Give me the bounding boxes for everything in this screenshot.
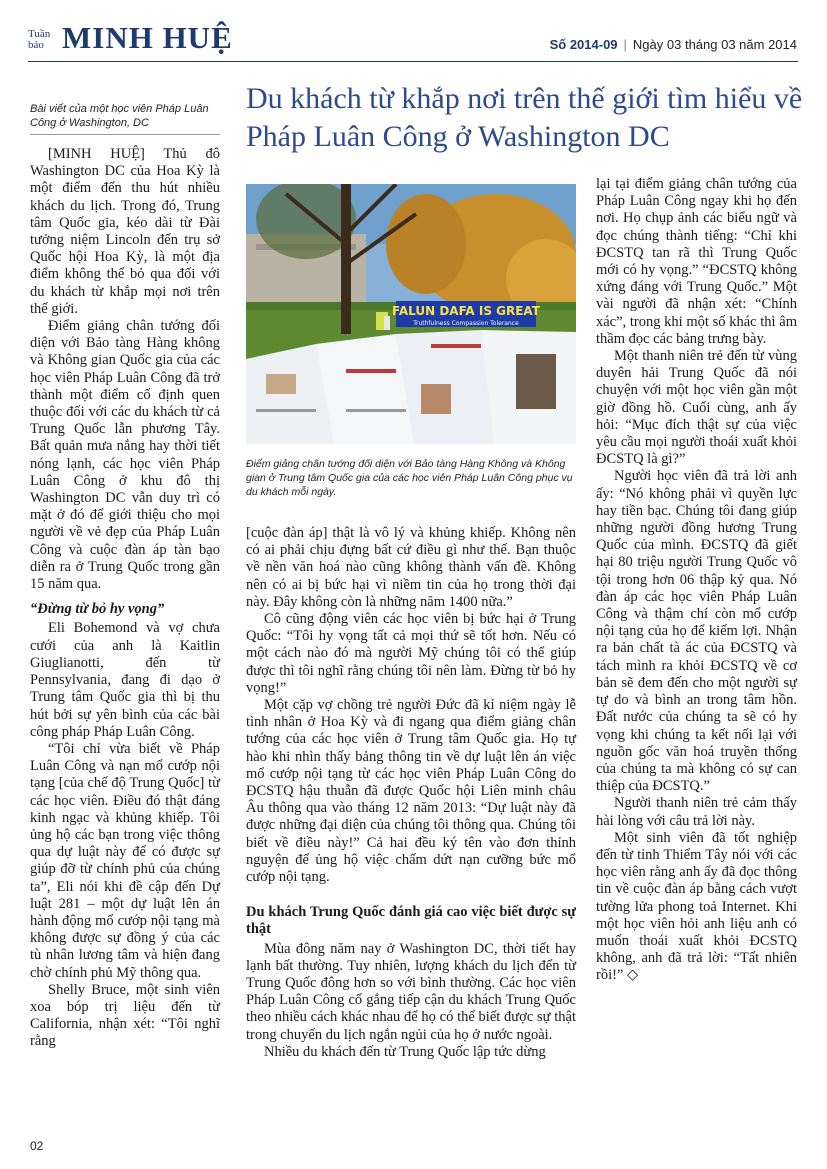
paragraph: Người học viên đã trả lời anh ấy: “Nó không phải vì quyền lực hay tiền bạc. Chúng tôi đang giúp những người đồng hương Trung Quốc của mình. ĐCSTQ đã giết hại 80 triệu người Trung Quốc vô tội trong hơn 06 thập kỷ qua. Nó đàn áp các học viên Pháp Luân Công và thậm chí còn mổ cướp nội tạng của họ để kiếm lợi. Nhận ra bản chất tà ác của ĐCSTQ và tách mình ra khỏi ĐCSTQ về cơ bản sẽ đem đến cho một người sự tự do và bình an trong tâm hồn. Đất nước của chúng ta sẽ có hy vọng khi chúng ta kết nối lại với nguồn gốc văn hoá truyền thống của chúng ta mà không có sự can thiệp của ĐCSTQ.” (596, 468, 797, 795)
article-photo (246, 184, 576, 444)
banner-text: FALUN DAFA IS GREAT (392, 304, 540, 318)
column-1 (30, 146, 220, 1051)
issue-info (550, 37, 797, 52)
paragraph: Cô cũng động viên các học viên bị bức hại ở Trung Quốc: “Tôi hy vọng tất cả mọi thứ sẽ tốt hơn. Nếu có một cách nào đó mà người Mỹ chúng tôi có thể giúp được thì tôi nghĩ rằng chúng tôi nên làm. Đừng từ bỏ hy vọng!” (246, 611, 576, 696)
paragraph: Eli Bohemond và vợ chưa cưới của anh là Kaitlin Giuglianotti, đến từ Pennsylvania, đang đi dạo ở Trung tâm Quốc gia thì bị thu hút bởi sự yên bình của các bài công pháp Pháp Luân Công. (30, 620, 220, 740)
photo-illustration (246, 184, 576, 444)
paragraph: Nhiều du khách đến từ Trung Quốc lập tức dừng (264, 1043, 546, 1060)
issue-separator: | (623, 37, 627, 52)
issue-number: Số 2014-09 (549, 37, 618, 52)
page-number: 02 (30, 1139, 44, 1153)
masthead-rule (28, 61, 798, 62)
paragraph: Người thanh niên trẻ cảm thấy hài lòng với câu trả lời này. (596, 795, 797, 829)
section-heading: Du khách Trung Quốc đánh giá cao việc biết được sự thật (246, 904, 576, 938)
masthead-bao: báo (28, 39, 44, 51)
byline: Bài viết của một học viên Pháp Luân Công ở Washington, DC (30, 103, 209, 129)
paragraph: Một thanh niên trẻ đến từ vùng duyên hải Trung Quốc đã nói chuyện với một học viên gần một giờ đồng hồ. Cuối cùng, anh ấy hỏi: “Mục đích thật sự của việc yêu cầu mọi người thoái xuất khỏi ĐCSTQ là gì?” (596, 348, 797, 468)
paragraph: Một cặp vợ chồng trẻ người Đức đã kỉ niệm ngày lễ tình nhân ở Hoa Kỳ và đi ngang qua điểm giảng chân tướng của các học viên ở Trung tâm Quốc gia. Họ tự hào khi nhìn thấy bảng thông tin về dự luật lên án việc mổ cướp nội tạng từ các học viên Pháp Luân Công do ĐCSTQ hậu thuẫn đã được Quốc hội Liên minh châu Âu thông qua vào tháng 12 năm 2013: “Dự luật này đã được những đại diện của chúng tôi thông qua. Chúng tôi biết về điều này!” Cả hai đều ký tên vào đơn thỉnh nguyện để ủng hộ việc chấm dứt nạn cưỡng bức mổ cướp nội tạng. (246, 697, 576, 886)
paragraph: Shelly Bruce, một sinh viên xoa bóp trị liệu đến từ California, nhận xét: “Tôi nghĩ rằng (30, 981, 220, 1050)
masthead-title: MINH HUỆ (62, 20, 233, 55)
issue-date: Ngày 03 tháng 03 năm 2014 (632, 37, 797, 52)
paragraph: [MINH HUỆ] Thủ đô Washington DC của Hoa Kỳ là một điểm đến thu hút nhiều khách du lịch. Trong đó, Trung tâm Quốc gia, kéo dài từ Đài tưởng niệm Lincoln đến trụ sở Quốc hội Hoa Kỳ, là một địa điểm không thể bỏ qua đối với du khách từ khắp mọi nơi trên thế giới. (30, 146, 220, 317)
paragraph: Mùa đông năm nay ở Washington DC, thời tiết hay lạnh bất thường. Tuy nhiên, lượng khách du lịch đến từ Trung Quốc đông hơn so với bình thường. Các học viên Pháp Luân Công cố gắng tiếp cận du khách Trung Quốc theo nhiều cách khác nhau để họ có thể biết được sự thật trong chuyến du lịch ngắn ngủi của họ ở nước ngoài. (246, 940, 576, 1043)
article-title: Du khách từ khắp nơi trên thế giới tìm hiểu về Pháp Luân Công ở Washington DC (246, 82, 803, 153)
paragraph: Một sinh viên đã tốt nghiệp đến từ tỉnh Thiểm Tây nói với các học viên rằng anh ấy đã đọc thông tin về cuộc đàn áp bằng cách vượt tường lửa phong toả Internet. Khi một học viên hỏi anh liệu anh có muốn thoái xuất khỏi ĐCSTQ không, anh đã trả lời: “Tất nhiên rồi!” ◇ (596, 829, 797, 984)
column-3 (596, 176, 797, 985)
column-2 (246, 525, 576, 1061)
masthead-weekly-label (28, 29, 58, 51)
photo-caption: Điểm giảng chân tướng đối diện với Bảo tàng Hàng Không và Không gian ở Trung tâm Quốc gia của các học viên Pháp Luân Công phục vụ du khách mỗi ngày. (246, 458, 573, 498)
banner-subtext: Truthfulness Compassion Tolerance (413, 320, 519, 327)
paragraph: [cuộc đàn áp] thật là vô lý và khủng khiếp. Không nên có ai phải chịu đựng bất cứ điều gì như thế. Bạn thuộc về nền văn hoá nào cũng không thành vấn đề. Không nên có ai bị bức hại vì niềm tin của họ trong thời đại này. Đây không còn là những năm 1400 nữa.” (246, 525, 576, 610)
paragraph: Điểm giảng chân tướng đối diện với Bảo tàng Hàng không và Không gian Quốc gia của các học viên Pháp Luân Công đã trở thành một điểm cố định quen thuộc đối với các du khách từ cả Trung Quốc lẫn phương Tây. Bất quản mưa nắng hay thời tiết nóng lạnh, các học viên Pháp Luân Công ở khu đô thị Washington DC vẫn duy trì có mặt ở đó để giới thiệu cho mọi người về vẻ đẹp của Pháp Luân Công và cuộc đàn áp tàn bạo diễn ra ở Trung Quốc trong gần 15 năm qua. (30, 318, 220, 593)
byline-divider (30, 134, 220, 135)
section-heading: “Đừng từ bỏ hy vọng” (30, 601, 165, 618)
masthead-tuan: Tuần (28, 28, 51, 40)
masthead (0, 0, 827, 70)
paragraph: lại tại điểm giảng chân tướng của Pháp Luân Công ngay khi họ đến nơi. Họ chụp ảnh các biểu ngữ và đọc chúng thành tiếng: “Chỉ khi ĐCSTQ tan rã thì Trung Quốc mới có hy vọng.” “ĐCSTQ không xứng đáng với Trung Quốc.” Một vài người đã nhận xét: “Chính xác”, trong khi một số khác thì âm thầm đọc các bảng trưng bày. (596, 176, 797, 347)
paragraph: “Tôi chỉ vừa biết về Pháp Luân Công và nạn mổ cướp nội tạng [của chế độ Trung Quốc] từ các học viên. Điều đó thật đáng kinh ngạc và khủng khiếp. Tôi ủng hộ các bạn trong việc thông qua dự luật này để có được sự giúp đỡ từ chính phủ của chúng ta”, Eli nói khi đề cập đến Dự luật 281 – một dự luật lên án hành động mổ cướp nội tạng mà không được sự đồng ý của các tù nhân lương tâm và hiện đang chờ chính phủ Mỹ thông qua. (30, 740, 220, 981)
